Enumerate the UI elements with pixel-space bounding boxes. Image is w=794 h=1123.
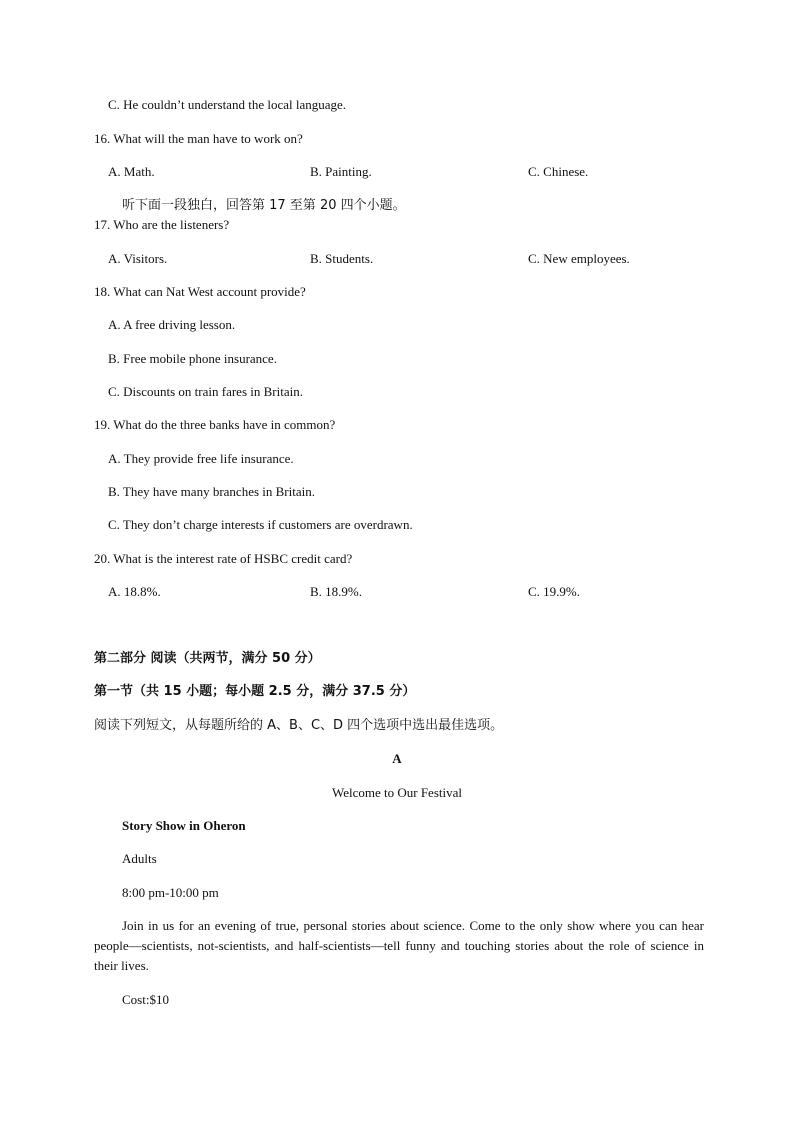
instruction-17-20: 听下面一段独白，回答第 17 至第 20 四个小题。 — [122, 198, 406, 213]
q19-option-a: A. They provide free life insurance. — [108, 451, 294, 466]
q17-option-a: A. Visitors. — [108, 251, 168, 266]
q17-option-c: C. New employees. — [528, 251, 630, 266]
reading-instruction: 阅读下列短文，从每题所给的 A、B、C、D 四个选项中选出最佳选项。 — [94, 718, 504, 733]
part2-heading: 第二部分 阅读（共两节，满分 50 分） — [94, 651, 321, 666]
q18-option-c: C. Discounts on train fares in Britain. — [108, 384, 303, 399]
event-time: 8:00 pm-10:00 pm — [122, 885, 219, 900]
q19-question: 19. What do the three banks have in common? — [94, 417, 336, 432]
q16-question: 16. What will the man have to work on? — [94, 131, 303, 146]
q19-option-b: B. They have many branches in Britain. — [108, 484, 315, 499]
section1-heading: 第一节（共 15 小题；每小题 2.5 分，满分 37.5 分） — [94, 684, 416, 699]
q20-option-b: B. 18.9%. — [310, 584, 362, 599]
q20-option-c: C. 19.9%. — [528, 584, 580, 599]
event-name: Story Show in Oheron — [122, 818, 246, 833]
q15-option-c: C. He couldn’t understand the local language. — [108, 97, 347, 112]
event-description-text: Join in us for an evening of true, personal stories about science. Come to the only show where you can hear people—scientists, not-scientists, and half-scientists—tell funny and touching stories about the role of science in their lives. — [94, 918, 704, 973]
q18-question: 18. What can Nat West account provide? — [94, 284, 306, 299]
event-description — [94, 916, 704, 976]
q20-option-a: A. 18.8%. — [108, 584, 161, 599]
q16-option-c: C. Chinese. — [528, 164, 589, 179]
passage-title: Welcome to Our Festival — [331, 785, 462, 800]
q16-option-a: A. Math. — [108, 164, 155, 179]
event-cost: Cost:$10 — [122, 992, 169, 1007]
event-audience: Adults — [122, 851, 157, 866]
q16-option-b: B. Painting. — [310, 164, 372, 179]
passage-letter: A — [392, 751, 402, 766]
q17-option-b: B. Students. — [310, 251, 374, 266]
q18-option-a: A. A free driving lesson. — [108, 317, 236, 332]
q19-option-c: C. They don’t charge interests if customers are overdrawn. — [108, 517, 413, 532]
q17-question: 17. Who are the listeners? — [94, 217, 230, 232]
q18-option-b: B. Free mobile phone insurance. — [108, 351, 277, 366]
q20-question: 20. What is the interest rate of HSBC credit card? — [94, 551, 353, 566]
